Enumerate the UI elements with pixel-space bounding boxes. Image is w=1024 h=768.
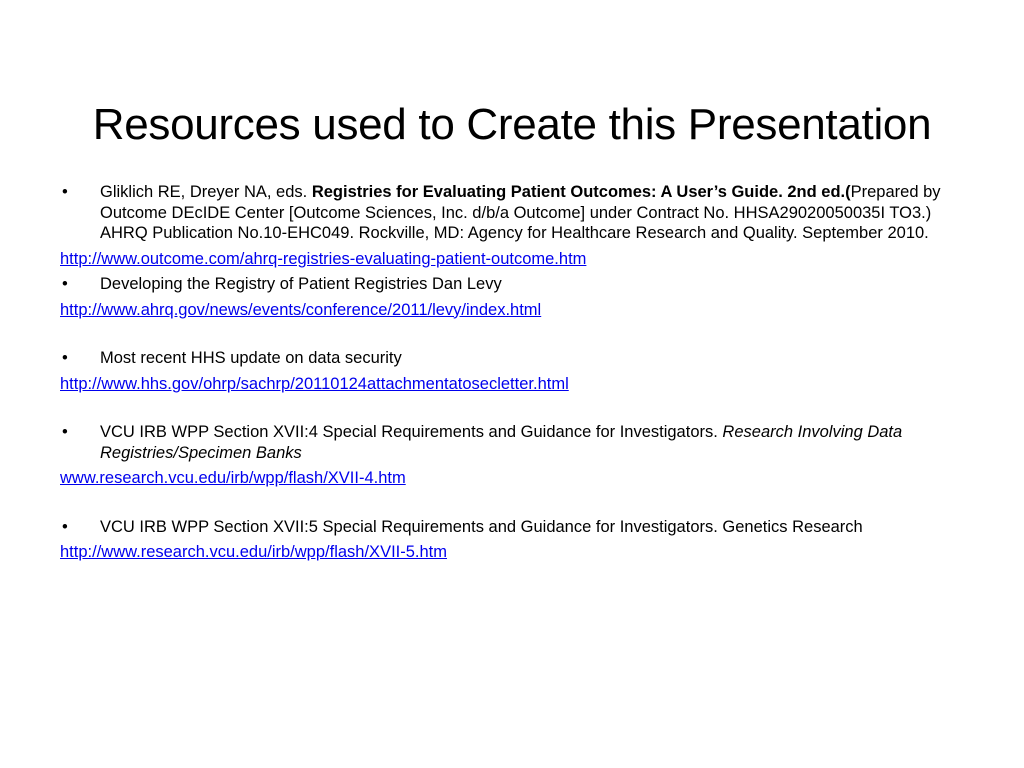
reference-item-registry-of-registries xyxy=(60,274,960,295)
reference-item-hhs-data-security xyxy=(60,348,960,369)
reference-text: VCU IRB WPP Section XVII:4 Special Requirements and Guidance for Investigators. xyxy=(100,423,723,441)
reference-item-vcu-xvii-4 xyxy=(60,422,960,463)
reference-item-registries-guide xyxy=(60,182,960,244)
reference-item-vcu-xvii-5 xyxy=(60,517,960,538)
reference-text: VCU IRB WPP Section XVII:5 Special Requirements and Guidance for Investigators. Genetics Research xyxy=(100,517,863,536)
bullet-icon: • xyxy=(62,349,68,367)
reference-link-outcome[interactable]: http://www.outcome.com/ahrq-registries-evaluating-patient-outcome.htm xyxy=(60,249,587,268)
reference-text: Developing the Registry of Patient Registries Dan Levy xyxy=(100,275,502,293)
reference-details: Prepared by Outcome DEcIDE Center [Outcome Sciences, Inc. d/b/a Outcome] under Contract No. HHSA29020050035I TO3.) AHRQ Publication No.10-EHC049. Rockville, MD: Agency for Healthcare Research and Quality. September 2010. xyxy=(100,183,941,242)
reference-authors: Gliklich RE, Dreyer NA, eds. xyxy=(100,183,312,201)
reference-link-vcu-xvii-5[interactable]: http://www.research.vcu.edu/irb/wpp/flash/XVII-5.htm xyxy=(60,543,448,561)
reference-link-ahrq[interactable]: http://www.ahrq.gov/news/events/conference/2011/levy/index.html xyxy=(60,300,542,319)
reference-italic-title: Research Involving Data Registries/Specimen Banks xyxy=(100,423,903,462)
reference-link-vcu-xvii-4[interactable]: www.research.vcu.edu/irb/wpp/flash/XVII-4.htm xyxy=(60,469,406,487)
bullet-icon: • xyxy=(62,183,68,201)
reference-list xyxy=(60,182,960,563)
reference-bold-title: Registries for Evaluating Patient Outcomes: A User’s Guide. 2nd ed.( xyxy=(311,183,851,201)
bullet-icon: • xyxy=(62,517,68,536)
bullet-icon: • xyxy=(62,275,68,293)
reference-link-hhs[interactable]: http://www.hhs.gov/ohrp/sachrp/20110124attachmentatosecletter.html xyxy=(60,374,569,393)
reference-text: Most recent HHS update on data security xyxy=(100,349,402,367)
slide-title: Resources used to Create this Presentation xyxy=(92,100,932,150)
bullet-icon: • xyxy=(62,423,68,441)
